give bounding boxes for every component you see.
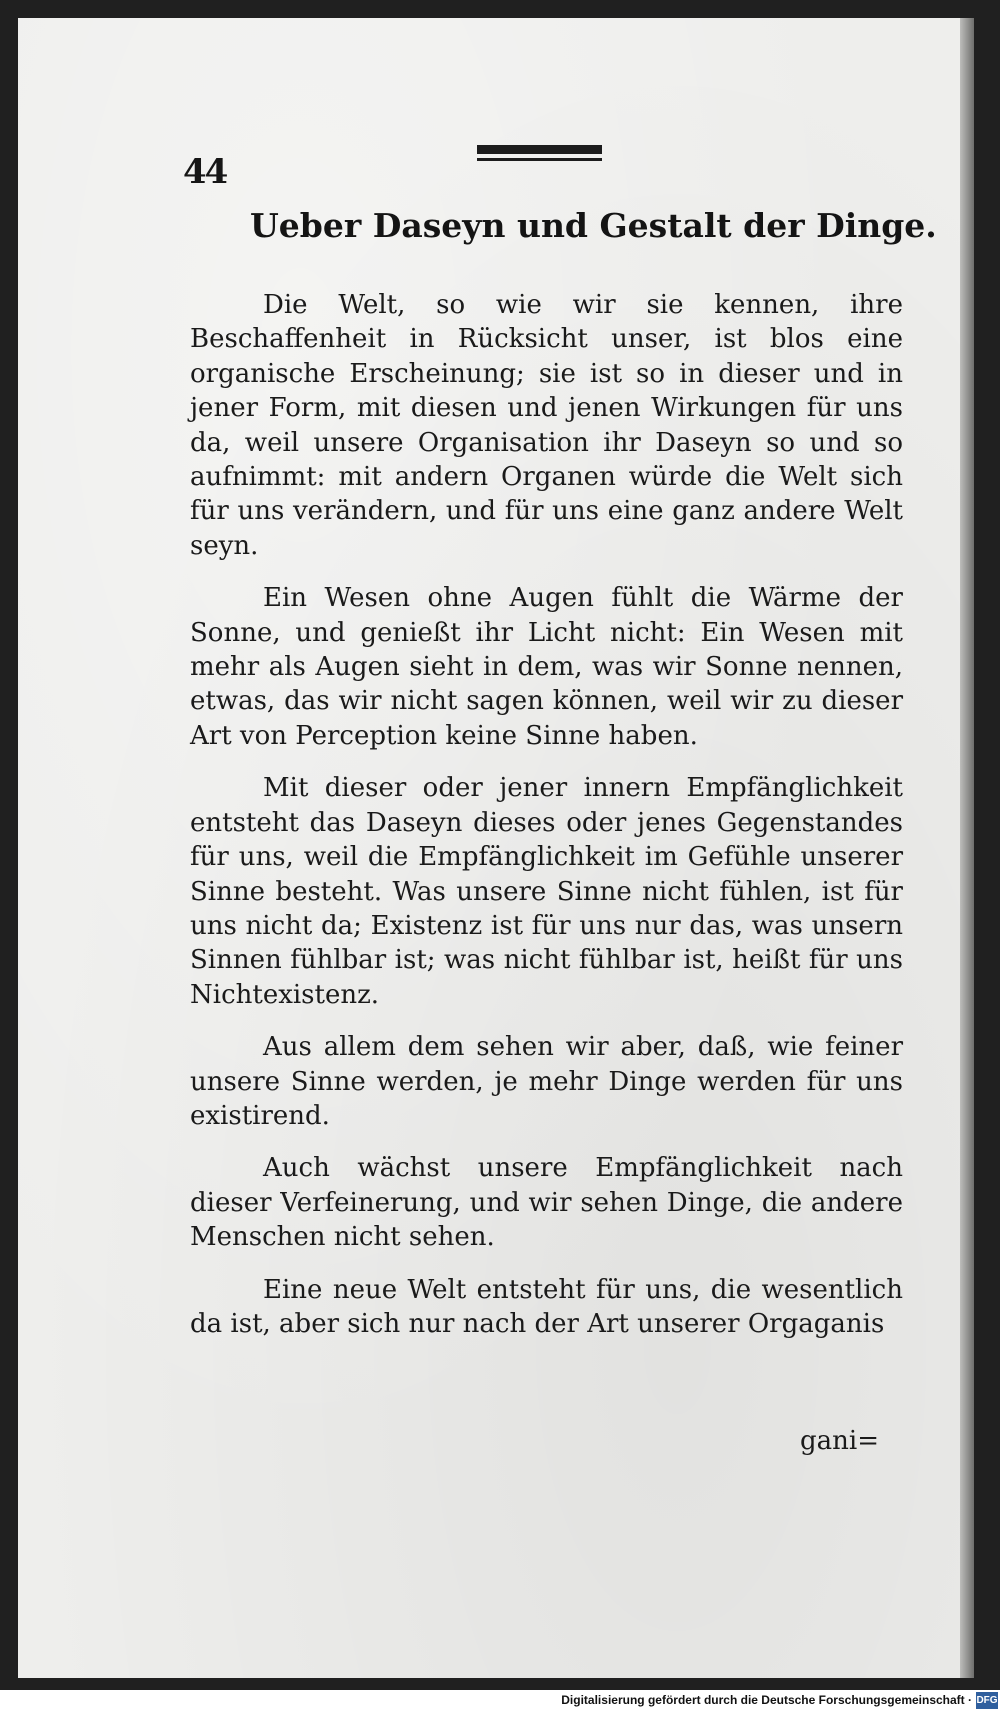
header-rule-thin xyxy=(477,158,602,161)
footer-bar xyxy=(0,1690,1000,1712)
chapter-title: Ueber Daseyn und Gestalt der Dinge. xyxy=(250,206,937,245)
page-number: 44 xyxy=(183,152,227,192)
footer-credit: Digitalisierung gefördert durch die Deutsche Forschungsgemeinschaft · xyxy=(561,1693,972,1707)
paragraph-5: Auch wächst unsere Empfänglichkeit nach dieser Verfeinerung, und wir sehen Dinge, die andere Menschen nicht sehen. xyxy=(190,1153,903,1253)
page-edge xyxy=(960,18,974,1678)
show-through-text xyxy=(188,253,196,283)
paragraph-3: Mit dieser oder jener innern Empfänglichkeit entsteht das Daseyn dieses oder jenes Gegenstandes für uns, weil die Empfänglichkeit im Gefühle unserer Sinne besteht. Was unsere Sinne nicht fühlen, ist für uns nicht da; Existenz ist für uns nur das, was unsern Sinnen fühlbar ist; was nicht fühlbar ist, heißt für uns Nichtexistenz. xyxy=(190,773,903,1010)
header-rule xyxy=(477,145,602,161)
catchword: gani= xyxy=(800,1426,879,1456)
paragraph-2: Ein Wesen ohne Augen fühlt die Wärme der Sonne, und genießt ihr Licht nicht: Ein Wesen mit mehr als Augen sieht in dem, was wir Sonne nennen, etwas, das wir nicht sagen können, weil wir zu dieser Art von Perception keine Sinne haben. xyxy=(190,583,903,751)
paragraph-1: Die Welt, so wie wir sie kennen, ihre Beschaffenheit in Rücksicht unser, ist blos eine organische Erscheinung; sie ist so in dieser und in jener Form, mit diesen und jenen Wirkungen für uns da, weil unsere Organisation ihr Daseyn so und so aufnimmt: mit andern Organen würde die Welt sich für uns verändern, und für uns eine ganz andere Welt seyn. xyxy=(190,290,903,561)
paragraph-4: Aus allem dem sehen wir aber, daß, wie feiner unsere Sinne werden, je mehr Dinge werden für uns existirend. xyxy=(190,1032,903,1131)
paragraph-6: Eine neue Welt entsteht für uns, die wesentlich da ist, aber sich nur nach der Art unserer Orgaganis xyxy=(190,1274,903,1339)
dfg-logo-icon: DFG xyxy=(976,1692,998,1709)
header-rule-thick xyxy=(477,145,602,154)
body-text xyxy=(190,288,903,1359)
